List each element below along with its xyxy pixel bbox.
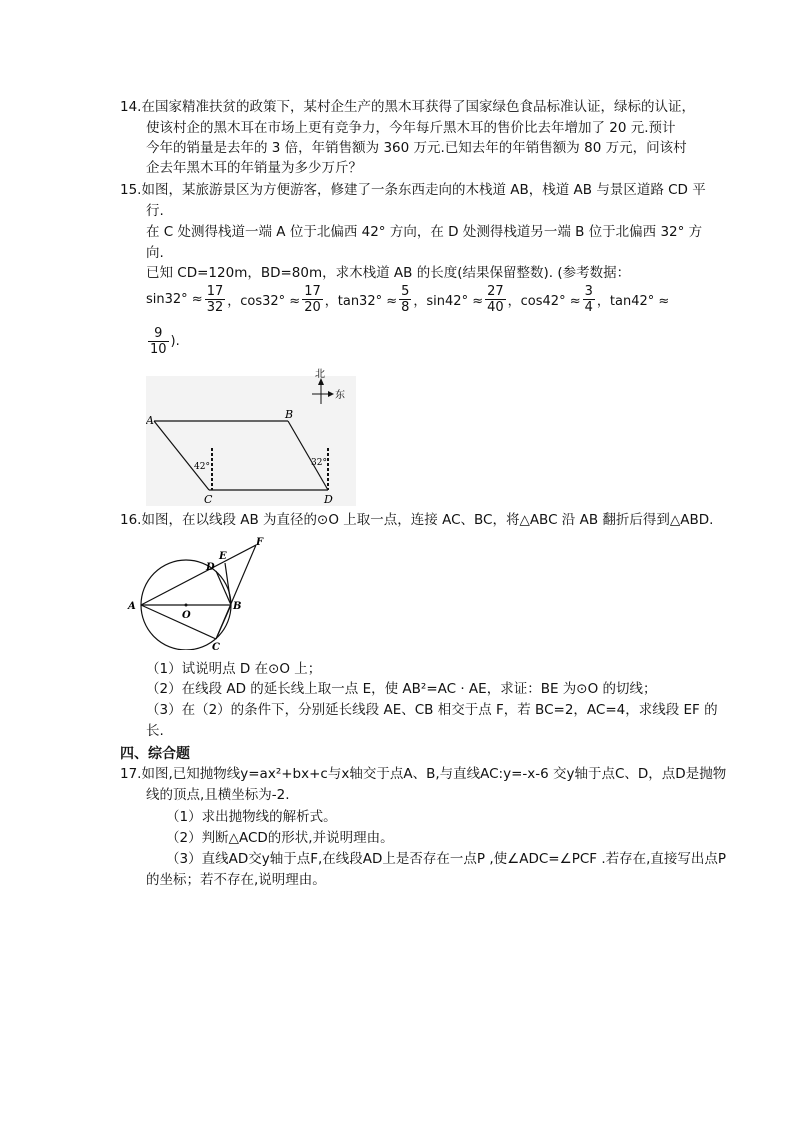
point-c-label: C: [204, 493, 213, 506]
sin32-label: sin32° ≈: [146, 292, 203, 307]
label-f: F: [256, 537, 264, 548]
label-o: O: [182, 610, 191, 621]
q15-line-2: 行.: [146, 203, 164, 219]
q15-line-3: 在 C 处测得栈道一端 A 位于北偏西 42° 方向，在 D 处测得栈道另一端 B 位于北偏西 32° 方: [146, 224, 703, 240]
east-label: 东: [335, 390, 345, 401]
q15-line-5: 已知 CD=120m，BD=80m，求木栈道 AB 的长度(结果保留整数). (参考数据：: [146, 265, 631, 281]
tan42-value-row: [146, 326, 180, 357]
q17-sub-2: （2）判断△ACD的形状,并说明理由。: [166, 830, 394, 846]
point-b-label: B: [285, 408, 294, 421]
q14-line-1: 14.在国家精准扶贫的政策下，某村企生产的黑木耳获得了国家绿色食品标准认证，绿标的认证，: [120, 99, 695, 115]
q15-line-1: 15.如图，某旅游景区为方便游客，修建了一条东西走向的木栈道 AB，栈道 AB 与景区道路 CD 平: [120, 182, 706, 198]
q14-line-2: 使该村企的黑木耳在市场上更有竞争力，今年每斤黑木耳的售价比去年增加了 20 元.预计: [146, 120, 676, 136]
tan42-label: ，tan42° ≈: [596, 294, 670, 309]
cos42-fraction: $\frac{3}{4}$: [584, 284, 593, 315]
tan32-fraction: $\frac{5}{8}$: [401, 284, 410, 315]
center-o-dot: [185, 604, 188, 607]
cos32-fraction: $\frac{17}{20}$: [304, 284, 321, 315]
q17-sub-3b: 的坐标；若不存在,说明理由。: [146, 872, 326, 888]
q15-reference-data: [146, 284, 669, 315]
label-d: D: [206, 562, 215, 573]
q16-figure: [122, 535, 272, 650]
q16-sub-3b: 长.: [146, 723, 164, 739]
q17-sub-3a: （3）直线AD交y轴于点F,在线段AD上是否存在一点P ,使∠ADC=∠PCF .若存在,直接写出点P: [166, 851, 727, 867]
angle-c-label: 42°: [194, 462, 210, 472]
cos32-label: ，cos32° ≈: [227, 294, 301, 309]
q17-sub-1: （1）求出抛物线的解析式。: [166, 809, 337, 825]
label-a: A: [128, 601, 136, 612]
label-b: B: [233, 601, 242, 612]
section-heading: 四、综合题: [120, 746, 190, 762]
sin32-fraction: $\frac{17}{32}$: [206, 284, 224, 315]
tan32-label: ，tan32° ≈: [324, 294, 398, 309]
q14-line-3: 今年的销量是去年的 3 倍，年销售额为 360 万元.已知去年的年销售额为 80 万元，问该村: [146, 140, 687, 156]
q15-line-4: 向.: [146, 245, 164, 261]
q14-line-4: 企去年黑木耳的年销量为多少万斤？: [146, 160, 362, 176]
north-label: 北: [315, 369, 325, 380]
segment-af: [141, 545, 256, 605]
cos42-label: ，cos42° ≈: [507, 294, 581, 309]
reference-close: ).: [170, 334, 180, 349]
sin42-fraction: $\frac{27}{40}$: [487, 284, 504, 315]
q16-sub-3a: （3）在（2）的条件下，分别延长线段 AE、CB 相交于点 F，若 BC=2，AC=4，求线段 EF 的: [146, 702, 718, 718]
q16-sub-1: （1）试说明点 D 在⊙O 上；: [146, 661, 322, 677]
q15-figure: [146, 366, 356, 506]
angle-d-label: 32°: [311, 458, 327, 468]
label-e: E: [219, 551, 227, 562]
point-d-label: D: [324, 493, 333, 506]
label-c: C: [212, 642, 220, 650]
sin42-label: ，sin42° ≈: [413, 294, 484, 309]
tan42-fraction: $\frac{9}{10}$: [150, 326, 167, 357]
q16-line-1: 16.如图，在以线段 AB 为直径的⊙O 上取一点，连接 AC、BC，将△ABC 沿 AB 翻折后得到△ABD.: [120, 512, 714, 528]
figure-background: [146, 376, 356, 506]
q17-line-2: 线的顶点,且横坐标为-2.: [146, 787, 290, 803]
q17-line-1: 17.如图,已知抛物线y=ax²+bx+c与x轴交于点A、B,与直线AC:y=-x-6 交y轴于点C、D，点D是抛物: [120, 766, 727, 782]
q16-sub-2: （2）在线段 AD 的延长线上取一点 E，使 AB²=AC · AE，求证：BE 为⊙O 的切线；: [146, 681, 657, 697]
segment-bc: [216, 605, 231, 639]
point-a-label: A: [146, 414, 154, 427]
